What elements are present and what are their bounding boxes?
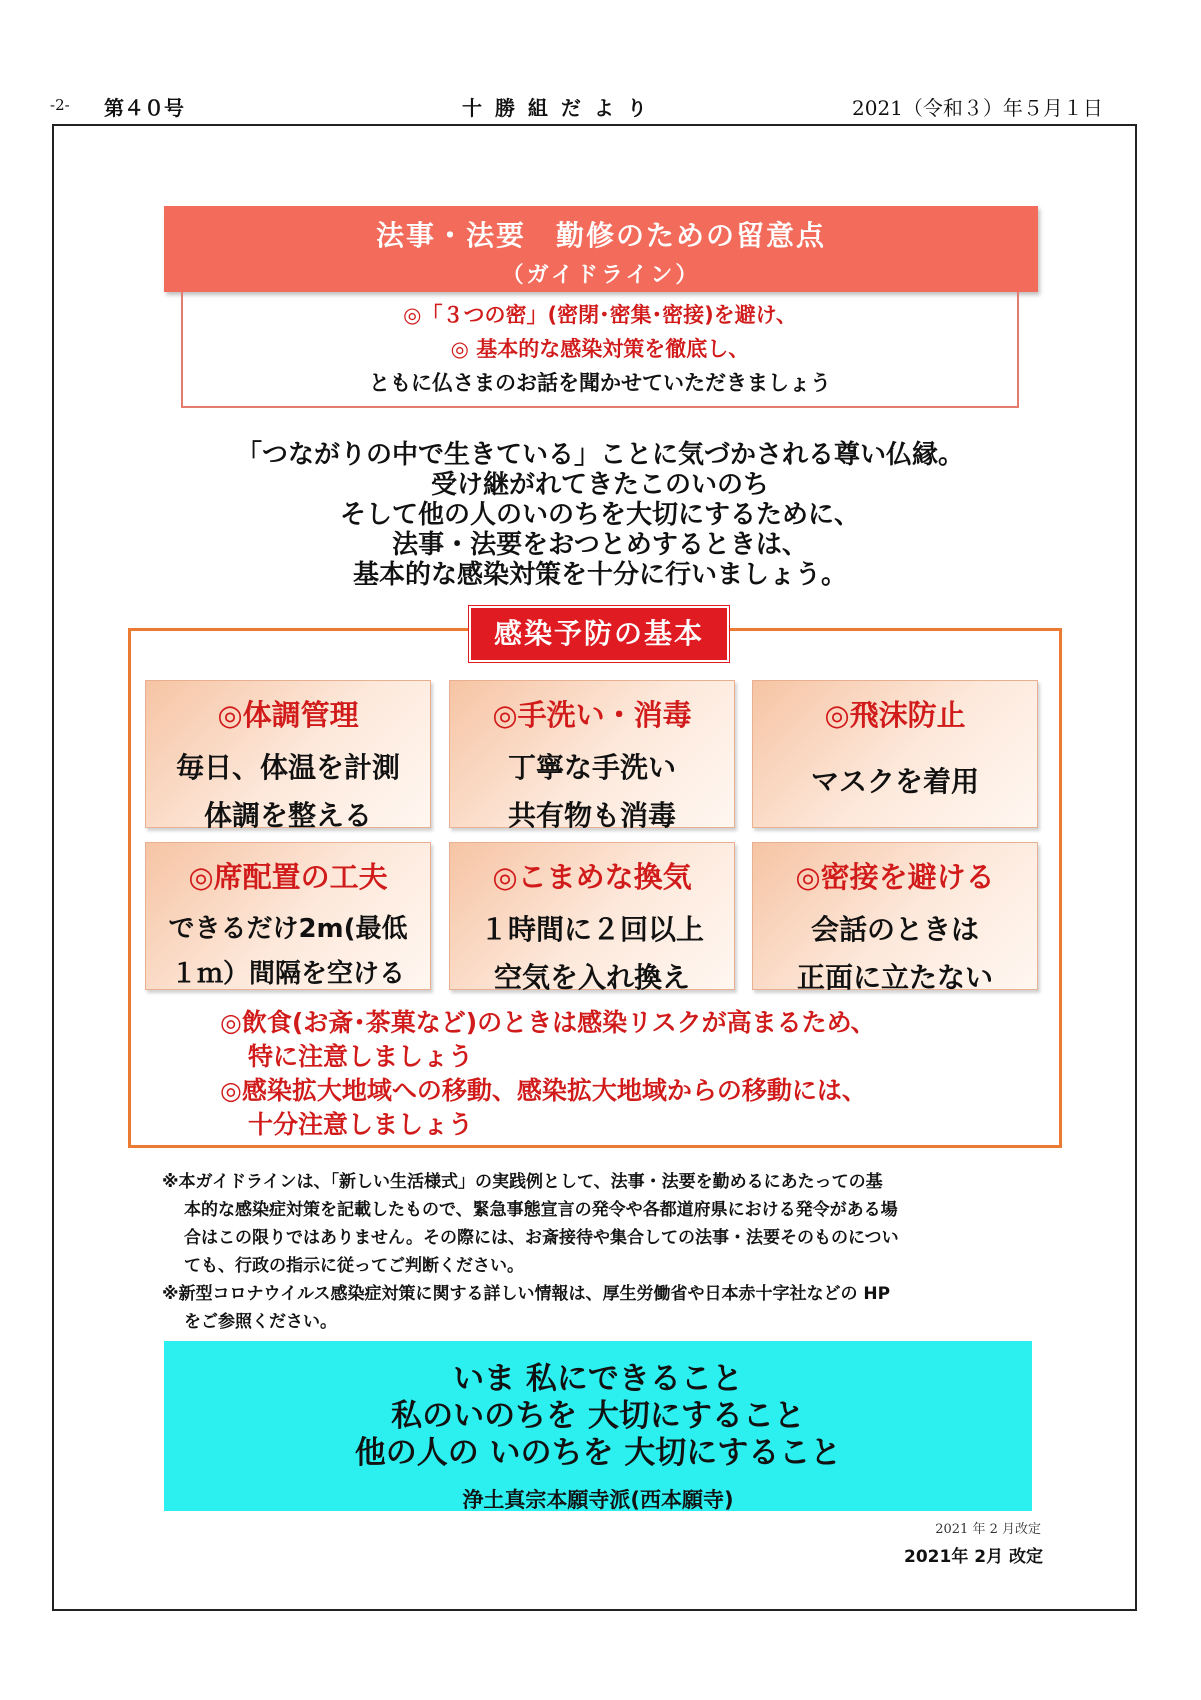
note-travel: ◎感染拡大地域への移動、感染拡大地域からの移動には、 — [220, 1076, 867, 1105]
card-text: 体調を整える — [203, 799, 372, 832]
card-heading: ◎体調管理 — [217, 698, 359, 732]
issue-date: 2021（令和３）年５月１日 — [852, 96, 1103, 120]
card-handwash — [449, 680, 735, 832]
footnote-line: 本的な感染症対策を記載したもので、緊急事態宣言の発令や各都道府県における発令がある場 — [184, 1200, 898, 1220]
slogan-line: 私のいのちを 大切にすること — [391, 1398, 805, 1434]
card-text: 正面に立たない — [796, 961, 993, 994]
card-text: 空気を入れ換え — [493, 961, 690, 994]
card-seating — [145, 842, 431, 990]
note-travel-cont: 十分注意しましょう — [248, 1110, 474, 1139]
card-ventilation — [449, 842, 735, 994]
guideline-title-banner — [164, 206, 1038, 292]
message-line: 受け継がれてきたこのいのち — [430, 470, 769, 500]
rule-listen-dharma: ともに仏さまのお話を聞かせていただきましょう — [369, 371, 831, 395]
note-dining: ◎飲食(お斎･茶菓など)のときは感染リスクが高まるため、 — [220, 1008, 876, 1037]
card-avoid-contact — [752, 842, 1038, 994]
footnote-line: 合はこの限りではありません。その際には、お斎接待や集合しての法事・法要そのものについ — [184, 1228, 899, 1248]
message-line: 法事・法要をおつとめするときは、 — [392, 530, 808, 560]
issue-number: 第４０号 — [104, 96, 184, 120]
guideline-subtitle: （ガイドライン） — [501, 263, 701, 288]
footnote-line: ※新型コロナウイルス感染症対策に関する詳しい情報は、厚生労働省や日本赤十字社などの HP — [162, 1284, 891, 1304]
footnote-line: ても、行政の指示に従ってご判断ください。 — [184, 1256, 524, 1276]
card-heading: ◎こまめな換気 — [492, 860, 692, 894]
guideline-title: 法事・法要 勤修のための留意点 — [375, 219, 826, 252]
slogan-line: いま 私にできること — [453, 1361, 743, 1397]
publication-name: 十 勝 組 だ よ り — [462, 96, 650, 120]
message-line: そして他の人のいのちを大切にするために、 — [339, 500, 860, 530]
message-line: 「つながりの中で生きている」ことに気づかされる尊い仏縁。 — [235, 440, 964, 470]
card-heading: ◎飛沫防止 — [824, 698, 966, 732]
rule-avoid-3c: ◎「３つの密」(密閉･密集･密接)を避け、 — [403, 303, 797, 327]
organization-name: 浄土真宗本願寺派(西本願寺) — [462, 1488, 734, 1512]
prevention-notes — [220, 1006, 1020, 1142]
revision-date: 2021年 2月 改定 — [904, 1547, 1043, 1567]
footnote-line: をご参照ください。 — [184, 1312, 337, 1332]
central-message — [170, 440, 1030, 590]
note-dining-cont: 特に注意しましょう — [248, 1042, 474, 1071]
card-text: １時間に２回以上 — [479, 913, 704, 946]
card-health-management — [145, 680, 431, 832]
card-droplet-prevention — [752, 680, 1038, 828]
card-heading: ◎席配置の工夫 — [188, 860, 388, 894]
rule-basic-measures: ◎ 基本的な感染対策を徹底し、 — [450, 337, 750, 361]
card-heading: ◎手洗い・消毒 — [492, 698, 692, 732]
revision-date-small: 2021 年 2 月改定 — [935, 1522, 1041, 1537]
card-text: １ｍ）間隔を空ける — [170, 959, 405, 989]
card-text: 会話のときは — [810, 913, 979, 946]
guideline-rules-box — [181, 292, 1019, 408]
card-text: できるだけ2m(最低 — [168, 914, 408, 944]
slogan-box — [164, 1341, 1032, 1511]
card-text: 共有物も消毒 — [507, 799, 676, 832]
card-text: 毎日、体温を計測 — [175, 751, 400, 784]
slogan-line: 他の人の いのちを 大切にすること — [354, 1435, 842, 1471]
page-number: -2- — [50, 96, 70, 114]
prevention-basics-title: 感染予防の基本 — [469, 606, 729, 662]
card-heading: ◎密接を避ける — [795, 860, 995, 894]
footnote-line: ※本ガイドラインは、「新しい生活様式」の実践例として、法事・法要を勤めるにあたっての基 — [162, 1172, 883, 1192]
card-text: マスクを着用 — [810, 765, 979, 798]
card-text: 丁寧な手洗い — [507, 751, 676, 784]
message-line: 基本的な感染対策を十分に行いましょう。 — [352, 560, 847, 590]
footnote — [162, 1168, 1022, 1336]
